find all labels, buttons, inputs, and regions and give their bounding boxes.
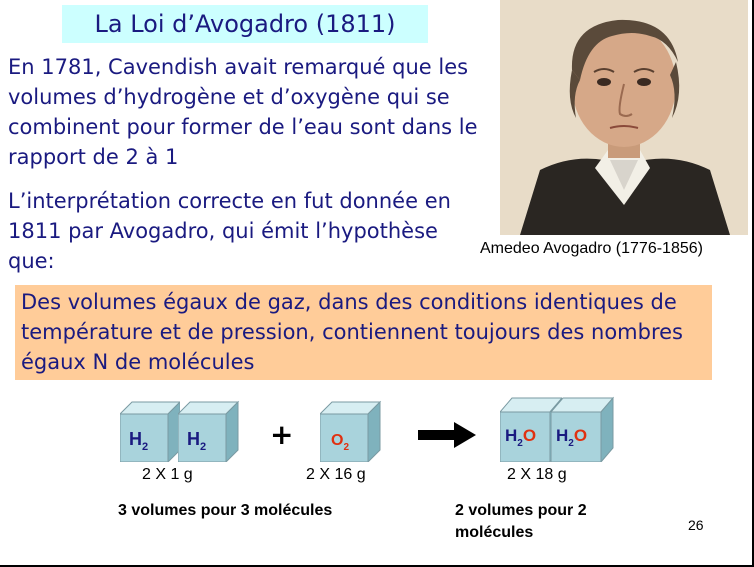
right-summary-line1: 2 volumes pour 2	[455, 502, 587, 519]
h2-cube-1	[120, 400, 180, 462]
plus-sign: +	[270, 418, 294, 451]
cavendish-paragraph: En 1781, Cavendish avait remarqué que les volumes d’hydrogène et d’oxygène qui se combinent pour former de l’eau sont dans le rapport de 2 à 1	[8, 55, 478, 169]
interpretation-paragraph: L’interprétation correcte en fut donnée en 1811 par Avogadro, qui émit l’hypothèse que:	[8, 189, 451, 273]
mass-h2o: 2 X 18 g	[507, 466, 567, 483]
left-summary: 3 volumes pour 3 molécules	[118, 502, 333, 519]
reaction-arrow-icon	[418, 422, 478, 448]
right-summary-line2: molécules	[455, 524, 534, 541]
o2-cube-label: $O_2$	[331, 432, 350, 453]
hypothesis-box: Des volumes égaux de gaz, dans des conditions identiques de température et de pression, contiennent toujours des nombres égaux N de molécules	[15, 285, 712, 380]
h2o-cube-2-label: $H_2O$	[556, 426, 588, 449]
h2-cube-2-label: $H_2$	[187, 429, 207, 453]
portrait-caption: Amedeo Avogadro (1776-1856)	[480, 240, 703, 257]
h2-cube-1-label: $H_2$	[129, 429, 149, 453]
h2-cube-2	[178, 400, 240, 462]
avogadro-portrait	[500, 0, 748, 235]
h2o-cube-1-label: $H_2O$	[505, 426, 537, 449]
slide-title: La Loi d’Avogadro (1811)	[62, 5, 428, 43]
o2-cube	[320, 400, 382, 462]
mass-o2: 2 X 16 g	[306, 466, 366, 483]
mass-h2: 2 X 1 g	[142, 466, 193, 483]
h2o-cube-2	[551, 396, 615, 462]
page-number: 26	[688, 517, 704, 533]
